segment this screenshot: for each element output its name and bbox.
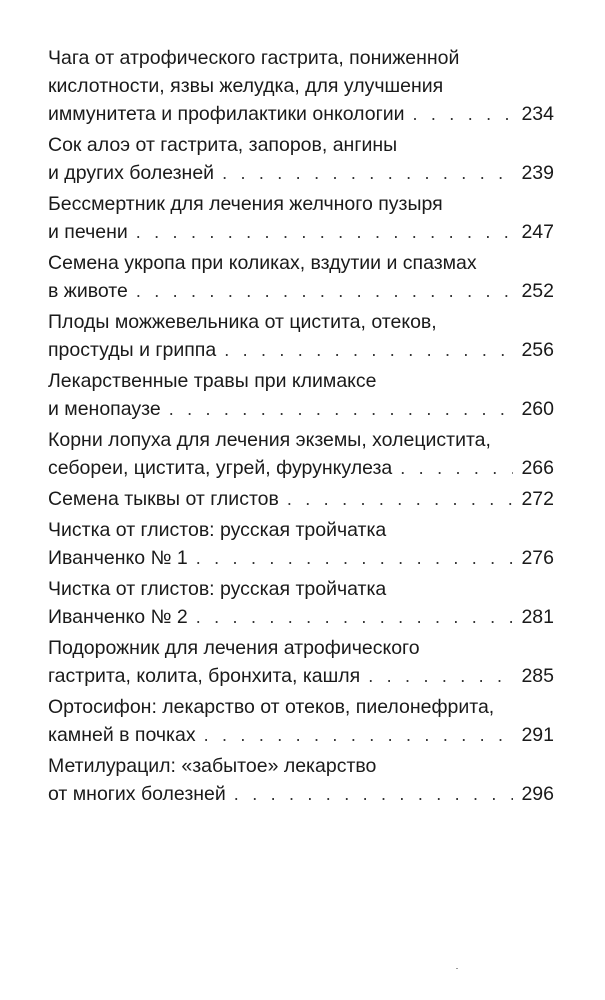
dot-leader (287, 485, 514, 513)
toc-entry-title-line: Ортосифон: лекарство от отеков, пиелонефрита, (48, 696, 495, 718)
toc-entry-last-line (48, 454, 554, 482)
toc-entry-last-line (48, 159, 554, 187)
toc-entry (48, 131, 554, 187)
toc-entry-title-end: простуды и гриппа (48, 339, 217, 361)
toc-entry-last-line (48, 603, 554, 631)
toc-entry-last-line (48, 336, 554, 364)
toc-entry (48, 752, 554, 808)
toc-entry-last-line (48, 544, 554, 572)
toc-entry-title-end: и других болезней (48, 162, 215, 184)
toc-page-number: 247 (521, 221, 554, 243)
toc-entry-title-end: Иванченко № 1 (48, 547, 188, 569)
toc-entry-title-line: Сок алоэ от гастрита, запоров, ангины (48, 134, 398, 156)
toc-entry (48, 367, 554, 423)
toc-entry-title-end: Семена тыквы от глистов (48, 488, 279, 510)
toc-page-number: 276 (521, 547, 554, 569)
table-of-contents (48, 44, 554, 811)
toc-entry-title-end: Иванченко № 2 (48, 606, 188, 628)
toc-page-number: 285 (521, 665, 554, 687)
dot-leader (136, 277, 514, 305)
dot-leader (234, 780, 514, 808)
toc-entry (48, 575, 554, 631)
toc-entry-title-line: кислотности, язвы желудка, для улучшения (48, 75, 444, 97)
toc-entry-title-line: Чистка от глистов: русская тройчатка (48, 519, 387, 541)
toc-entry-title-line: Корни лопуха для лечения экземы, холецистита, (48, 429, 491, 451)
toc-entry-title-end: камней в почках (48, 724, 196, 746)
toc-page-number: 260 (521, 398, 554, 420)
print-speck (456, 968, 458, 969)
toc-entry (48, 485, 554, 513)
dot-leader (196, 544, 514, 572)
toc-page-number: 239 (521, 162, 554, 184)
toc-entry-title-line: Метилурацил: «забытое» лекарство (48, 755, 377, 777)
toc-entry-title-end: себореи, цистита, угрей, фурункулеза (48, 457, 393, 479)
toc-entry-title-end: и менопаузе (48, 398, 161, 420)
toc-entry-title-line: Подорожник для лечения атрофического (48, 637, 420, 659)
toc-page-number: 281 (521, 606, 554, 628)
toc-entry-title-end: от многих болезней (48, 783, 226, 805)
dot-leader (204, 721, 514, 749)
toc-entry (48, 308, 554, 364)
toc-entry-last-line (48, 218, 554, 246)
toc-entry (48, 634, 554, 690)
toc-page-number: 291 (521, 724, 554, 746)
toc-entry-title-line: Чага от атрофического гастрита, пониженной (48, 47, 460, 69)
toc-entry-title-line: Чистка от глистов: русская тройчатка (48, 578, 387, 600)
toc-entry-title-line: Плоды можжевельника от цистита, отеков, (48, 311, 437, 333)
toc-entry-last-line (48, 485, 554, 513)
toc-page-number: 234 (521, 103, 554, 125)
toc-entry (48, 190, 554, 246)
dot-leader (222, 159, 513, 187)
dot-leader (368, 662, 513, 690)
dot-leader (400, 454, 513, 482)
toc-page-number: 256 (521, 339, 554, 361)
toc-entry-last-line (48, 780, 554, 808)
toc-entry-title-end: в животе (48, 280, 128, 302)
toc-entry-title-end: иммунитета и профилактики онкологии (48, 103, 405, 125)
toc-entry-title-line: Бессмертник для лечения желчного пузыря (48, 193, 443, 215)
toc-entry-title-line: Семена укропа при коликах, вздутии и спазмах (48, 252, 477, 274)
toc-entry-title-end: гастрита, колита, бронхита, кашля (48, 665, 361, 687)
toc-entry (48, 426, 554, 482)
dot-leader (412, 100, 513, 128)
dot-leader (196, 603, 514, 631)
toc-entry-last-line (48, 662, 554, 690)
toc-entry (48, 249, 554, 305)
dot-leader (136, 218, 514, 246)
toc-entry (48, 44, 554, 128)
toc-entry-last-line (48, 395, 554, 423)
toc-page-number: 266 (521, 457, 554, 479)
toc-entry (48, 516, 554, 572)
toc-entry (48, 693, 554, 749)
toc-entry-last-line (48, 277, 554, 305)
toc-entry-last-line (48, 721, 554, 749)
toc-entry-last-line (48, 100, 554, 128)
toc-entry-title-end: и печени (48, 221, 128, 243)
toc-page-number: 272 (521, 488, 554, 510)
toc-page-number: 252 (521, 280, 554, 302)
dot-leader (224, 336, 513, 364)
toc-page-number: 296 (521, 783, 554, 805)
dot-leader (169, 395, 514, 423)
toc-entry-title-line: Лекарственные травы при климаксе (48, 370, 377, 392)
